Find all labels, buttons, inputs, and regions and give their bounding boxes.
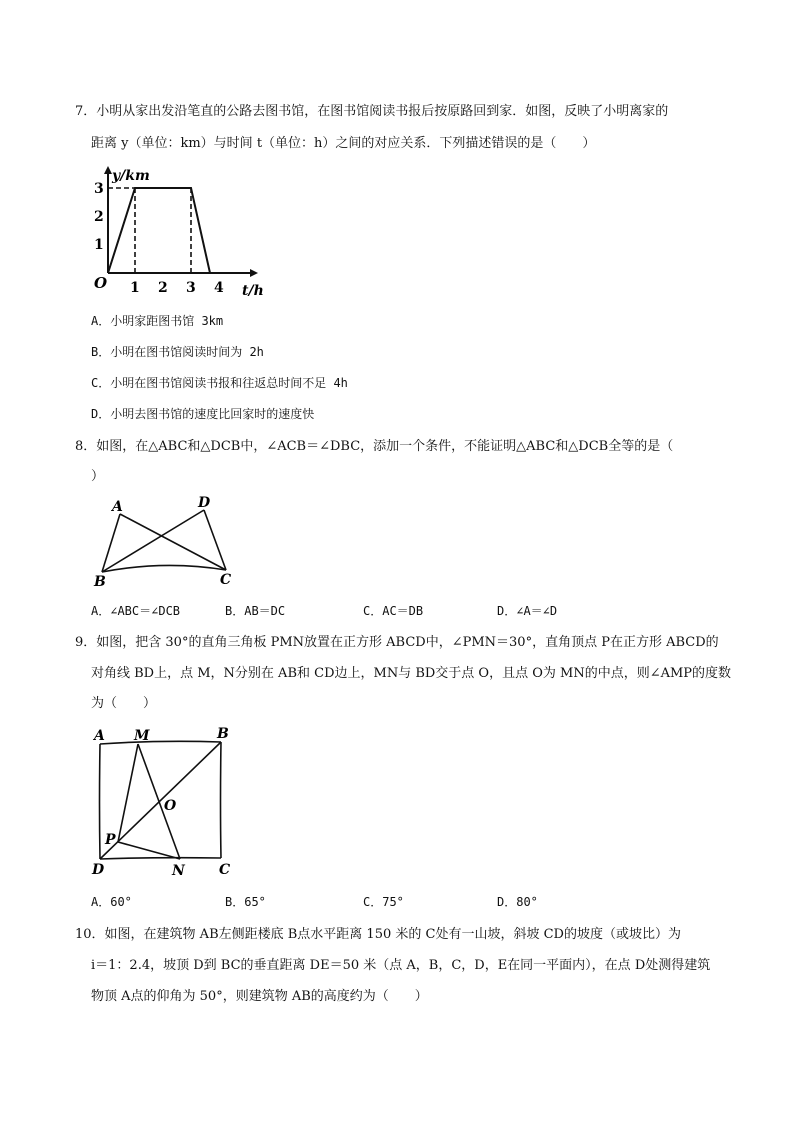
q7-stem-line2: 距离 y（单位：km）与时间 t（单位：h）之间的对应关系．下列描述错误的是（ ）	[91, 136, 596, 151]
q9-stem-line1: 9．如图，把含 30°的直角三角板 PMN放置在正方形 ABCD中，∠PMN＝30°，直角顶点 P在正方形 ABCD的	[75, 635, 719, 650]
x-axis-label: t/h	[242, 283, 264, 299]
point-m-label: M	[134, 728, 150, 744]
q8-option-b[interactable]: B．AB＝DC	[225, 604, 286, 618]
q10-stem-line3: 物顶 A点的仰角为 50°，则建筑物 AB的高度约为（ ）	[91, 989, 428, 1004]
q7-option-b[interactable]: B．小明在图书馆阅读时间为 2h	[91, 345, 264, 359]
side-bc	[221, 742, 222, 858]
q8-stem-line1: 8．如图，在△ABC和△DCB中，∠ACB＝∠DBC，添加一个条件，不能证明△ABC和△DCB全等的是（	[75, 439, 674, 454]
point-a-label: A	[112, 499, 123, 515]
point-d-label: D	[92, 862, 105, 878]
y-axis-arrow	[104, 166, 112, 174]
x-tick-4: 4	[214, 280, 224, 296]
segment-bc	[102, 565, 226, 572]
q8-option-c[interactable]: C．AC＝DB	[363, 604, 424, 618]
q9-stem-line2: 对角线 BD上，点 M，N分别在 AB和 CD边上，MN与 BD交于点 O，且点 O为 MN的中点，则∠AMP的度数	[91, 666, 732, 681]
point-b-label: B	[217, 726, 229, 742]
point-d-label: D	[198, 495, 211, 511]
q7-option-d[interactable]: D．小明去图书馆的速度比回家时的速度快	[91, 407, 315, 421]
q9-option-d[interactable]: D．80°	[497, 895, 538, 909]
x-tick-2: 2	[158, 280, 168, 296]
q8-option-d[interactable]: D．∠A＝∠D	[497, 604, 558, 618]
x-tick-1: 1	[130, 280, 140, 296]
q9-stem-line3: 为（ ）	[91, 696, 157, 711]
q9-option-c[interactable]: C．75°	[363, 895, 404, 909]
q8-triangles-figure	[90, 496, 250, 591]
q7-stem-line1: 7．小明从家出发沿笔直的公路去图书馆，在图书馆阅读书报后按原路回到家．如图，反映了小明离家的	[75, 104, 669, 119]
y-tick-3: 3	[94, 181, 104, 197]
x-axis-arrow	[250, 269, 258, 277]
side-dc	[100, 858, 221, 859]
origin-label: O	[94, 274, 108, 292]
point-n-label: N	[172, 863, 185, 879]
y-tick-1: 1	[94, 237, 104, 253]
segment-ac	[120, 514, 226, 570]
point-c-label: C	[219, 862, 231, 878]
q8-stem-line2: ）	[91, 469, 105, 484]
q10-stem-line2: i＝1：2.4，坡顶 D到 BC的垂直距离 DE＝50 米（点 A，B，C，D，E在同一平面内），在点 D处测得建筑	[91, 958, 711, 973]
point-c-label: C	[220, 572, 232, 588]
y-tick-2: 2	[94, 209, 104, 225]
q9-option-b[interactable]: B．65°	[225, 895, 266, 909]
x-tick-3: 3	[186, 280, 196, 296]
segment-mp	[118, 744, 138, 842]
point-p-label: P	[105, 832, 116, 848]
y-axis-label: y/km	[112, 168, 150, 184]
q8-option-a[interactable]: A．∠ABC＝∠DCB	[91, 604, 181, 618]
point-b-label: B	[94, 574, 106, 590]
q7-option-a[interactable]: A．小明家距图书馆 3km	[91, 314, 224, 328]
q7-option-c[interactable]: C．小明在图书馆阅读书报和往返总时间不足 4h	[91, 376, 348, 390]
point-a-label: A	[94, 728, 105, 744]
segment-db	[102, 510, 204, 572]
q9-option-a[interactable]: A．60°	[91, 895, 132, 909]
q7-distance-time-graph	[90, 162, 280, 302]
side-ad	[100, 744, 101, 859]
q9-square-figure	[88, 724, 238, 884]
side-ab	[100, 741, 221, 744]
q10-stem-line1: 10．如图，在建筑物 AB左侧距楼底 B点水平距离 150 米的 C处有一山坡，斜坡 CD的坡度（或坡比）为	[75, 927, 681, 942]
distance-curve	[108, 188, 210, 273]
segment-pn	[118, 842, 180, 859]
point-o-label: O	[164, 798, 177, 814]
